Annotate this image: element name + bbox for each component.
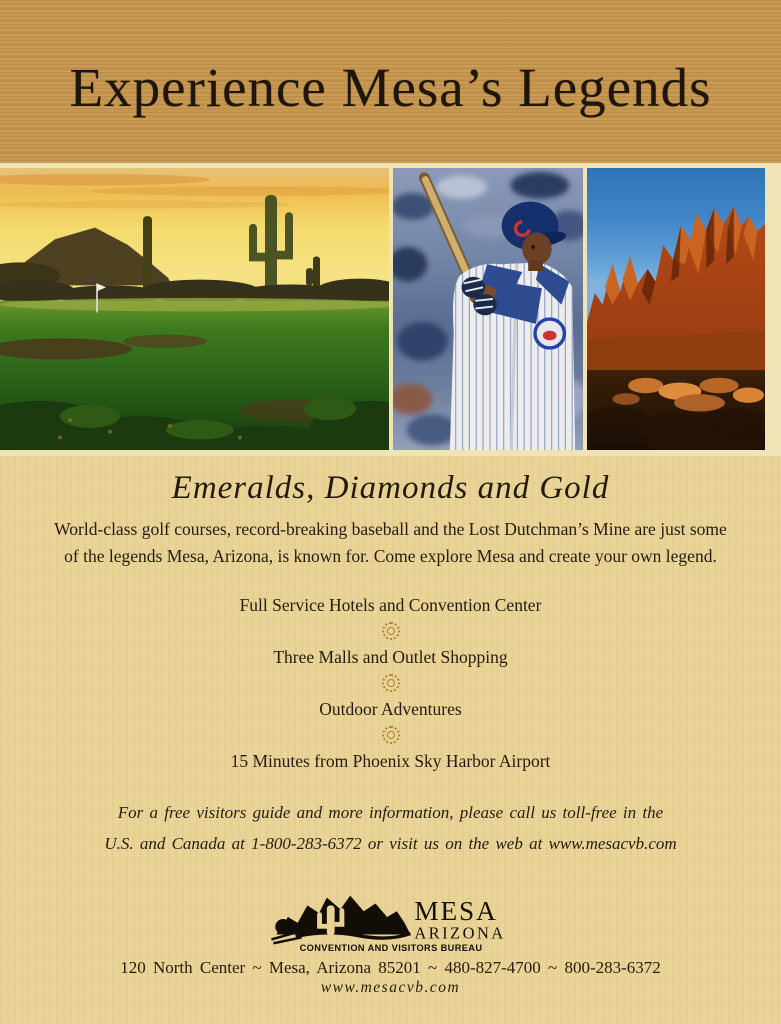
page-title: Experience Mesa’s Legends: [69, 57, 712, 118]
feature-item: Outdoor Adventures: [319, 699, 462, 719]
section-heading: Emeralds, Diamonds and Gold: [171, 470, 610, 506]
mesa-cvb-logo-graphic: [265, 884, 517, 954]
mesa-cvb-logo: [265, 884, 517, 954]
mountains-illustration: [587, 168, 765, 450]
intro-paragraph: [0, 516, 781, 570]
address-line: 120 North Center ~ Mesa, Arizona 85201 ~ 480-827-4700 ~ 800-283-6372: [120, 958, 661, 977]
photo-strip: [0, 163, 781, 456]
intro-line: World-class golf courses, record-breaking baseball and the Lost Dutchman’s Mine are just some: [54, 519, 727, 539]
logo-state: ARIZONA: [413, 923, 506, 943]
rosette-divider-icon: [382, 674, 400, 692]
mountains-photo: [587, 168, 765, 450]
feature-item: Three Malls and Outlet Shopping: [273, 647, 508, 667]
golf-course-illustration: [0, 168, 389, 450]
baseball-player-photo: [393, 168, 583, 450]
logo-name: MESA: [413, 895, 498, 926]
rosette-divider-icon: [382, 726, 400, 744]
rosette-divider-icon: [382, 622, 400, 640]
website-url: www.mesacvb.com: [320, 979, 461, 996]
logo-bureau: CONVENTION AND VISITORS BUREAU: [299, 943, 482, 954]
golf-course-photo: [0, 168, 389, 450]
contact-note-line: U.S. and Canada at 1-800-283-6372 or visit us on the web at www.mesacvb.com: [104, 834, 677, 853]
features-list: [0, 594, 781, 772]
intro-line: of the legends Mesa, Arizona, is known for. Come explore Mesa and create your own legend.: [64, 546, 717, 566]
contact-note-line: For a free visitors guide and more information, please call us toll-free in the: [117, 803, 664, 822]
baseball-player-illustration: [393, 168, 583, 450]
feature-item: Full Service Hotels and Convention Center: [239, 595, 542, 615]
header-band: [0, 0, 781, 163]
body-content: [0, 456, 781, 997]
mountain-cactus-icon: [271, 896, 410, 944]
feature-item: 15 Minutes from Phoenix Sky Harbor Airport: [230, 751, 551, 771]
contact-note: [0, 797, 781, 859]
